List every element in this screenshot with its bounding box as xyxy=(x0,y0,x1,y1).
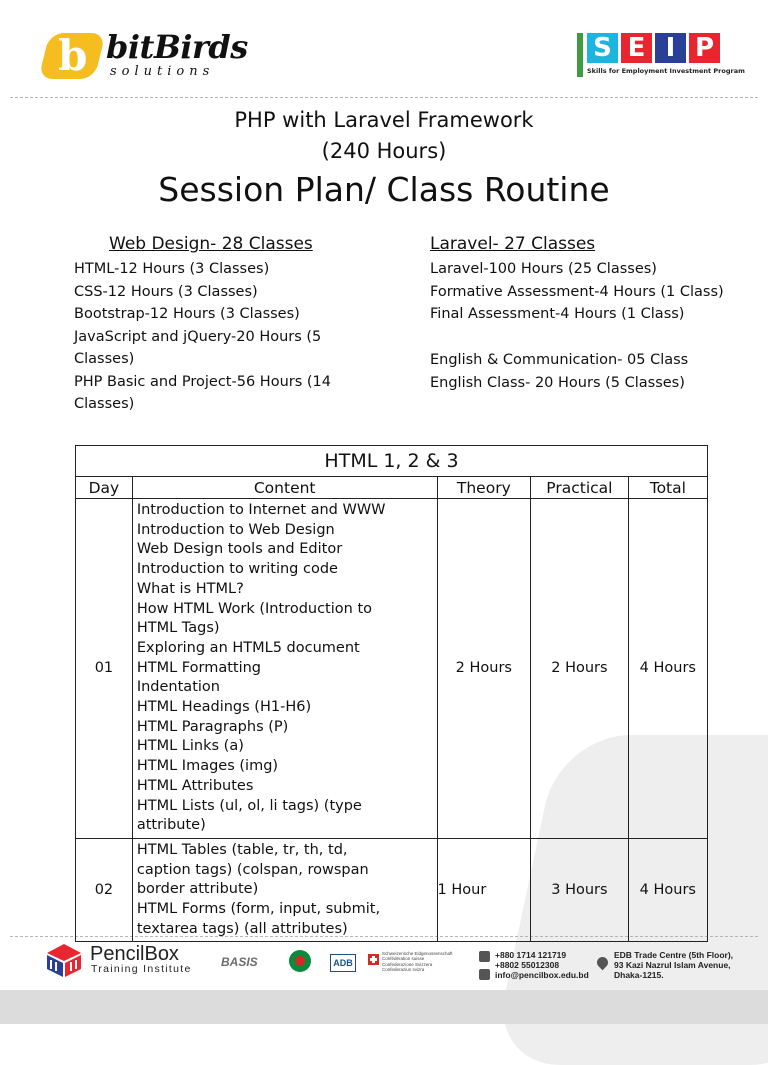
table-caption: HTML 1, 2 & 3 xyxy=(76,446,708,477)
content-line: Exploring an HTML5 document xyxy=(136,639,360,656)
content-line: Introduction to writing code xyxy=(136,561,338,578)
list-item: Laravel-100 Hours (25 Classes) xyxy=(430,261,657,277)
address: EDB Trade Centre (5th Floor), 93 Kazi Nazrul Islam Avenue, Dhaka-1215. xyxy=(614,950,734,980)
column-header-practical: Practical xyxy=(531,477,629,499)
list-item: JavaScript and jQuery-20 Hours (5 xyxy=(74,328,322,345)
content-line: HTML Paragraphs (P) xyxy=(136,718,289,735)
adb-logo: ADB xyxy=(330,954,356,972)
list-item: HTML-12 Hours (3 Classes) xyxy=(74,261,270,277)
bitbirds-logo-sub: solutions xyxy=(110,64,215,79)
practical-cell: 2 Hours xyxy=(531,499,629,839)
top-divider xyxy=(10,97,758,98)
government-seal-icon xyxy=(289,950,311,972)
content-line: HTML Links (a) xyxy=(136,738,244,755)
seip-logo xyxy=(587,33,720,63)
list-item: Final Assessment-4 Hours (1 Class) xyxy=(430,306,685,322)
total-cell: 4 Hours xyxy=(628,499,707,839)
content-line: HTML Lists (ul, ol, li tags) (type xyxy=(136,797,362,814)
pencilbox-logo-icon xyxy=(45,942,83,978)
phone-icon xyxy=(479,951,490,962)
email-icon xyxy=(479,969,490,980)
column-header-total: Total xyxy=(628,477,707,499)
total-cell: 4 Hours xyxy=(628,838,707,942)
pencilbox-name: PencilBox xyxy=(90,943,179,965)
routine-table xyxy=(75,445,708,942)
table-row xyxy=(76,838,708,942)
content-line: Introduction to Web Design xyxy=(136,521,335,538)
seip-letter: E xyxy=(621,33,652,63)
column-header-theory: Theory xyxy=(437,477,531,499)
email-link[interactable]: info@pencilbox.edu.bd xyxy=(495,970,589,980)
laravel-heading: Laravel- 27 Classes xyxy=(430,234,596,254)
footer-bar xyxy=(0,990,768,1024)
seip-letter: S xyxy=(587,33,618,63)
web-design-list xyxy=(74,258,331,416)
laravel-list xyxy=(430,258,724,326)
list-item: Bootstrap-12 Hours (3 Classes) xyxy=(74,306,300,322)
content-line: caption tags) (colspan, rowspan xyxy=(136,861,369,878)
list-item: English Class- 20 Hours (5 Classes) xyxy=(430,375,685,391)
bitbirds-logo-name: bitBirds xyxy=(106,28,248,66)
table-row xyxy=(76,499,708,839)
web-design-heading: Web Design- 28 Classes xyxy=(109,234,313,254)
content-line: HTML Tags) xyxy=(136,620,220,637)
content-line: border attribute) xyxy=(136,881,259,898)
course-title: PHP with Laravel Framework xyxy=(234,108,534,132)
list-item: Classes) xyxy=(74,351,135,367)
day-cell: 02 xyxy=(76,838,133,942)
list-item: CSS-12 Hours (3 Classes) xyxy=(74,283,258,300)
list-item: PHP Basic and Project-56 Hours (14 xyxy=(74,373,331,390)
column-header-day: Day xyxy=(76,477,133,499)
content-cell xyxy=(132,838,437,942)
practical-cell: 3 Hours xyxy=(531,838,629,942)
content-line: HTML Attributes xyxy=(136,777,254,794)
seip-letter: I xyxy=(655,33,686,63)
basis-logo: BASIS xyxy=(221,955,258,969)
day-cell: 01 xyxy=(76,499,133,839)
content-line: Indentation xyxy=(136,679,220,696)
content-cell xyxy=(132,499,437,839)
content-line: attribute) xyxy=(136,817,206,834)
seip-tagline: Skills for Employment Investment Program xyxy=(587,67,745,75)
content-line: What is HTML? xyxy=(136,580,244,597)
pencilbox-sub: Training Institute xyxy=(91,963,192,975)
content-line: HTML Tables (table, tr, th, td, xyxy=(136,841,348,858)
content-line: textarea tags) (all attributes) xyxy=(136,920,348,937)
content-line: Web Design tools and Editor xyxy=(136,541,343,558)
content-line: HTML Images (img) xyxy=(136,758,279,775)
theory-cell: 2 Hours xyxy=(437,499,531,839)
course-hours: (240 Hours) xyxy=(321,139,447,163)
content-line: Introduction to Internet and WWW xyxy=(136,502,386,518)
bitbirds-logo-mark: b xyxy=(38,33,105,79)
page-title: Session Plan/ Class Routine xyxy=(158,170,610,209)
list-item: Classes) xyxy=(74,396,135,412)
column-header-content: Content xyxy=(132,477,437,499)
content-line: HTML Formatting xyxy=(136,659,262,676)
swiss-flag-icon xyxy=(368,954,379,965)
content-line: HTML Forms (form, input, submit, xyxy=(136,901,381,918)
list-item: Formative Assessment-4 Hours (1 Class) xyxy=(430,283,724,300)
seip-logo-bar xyxy=(577,33,583,77)
content-line: How HTML Work (Introduction to xyxy=(136,600,373,617)
english-heading: English & Communication- 05 Class xyxy=(430,352,689,368)
theory-cell: 1 Hour xyxy=(437,838,531,942)
swiss-text: Schweizerische Eidgenossenschaft Confédération suisse Confederazione Svizzera Confederaziun svizra xyxy=(382,951,453,972)
contact-info: +880 1714 121719 +8802 55012308 info@pencilbox.edu.bd xyxy=(495,950,589,980)
seip-letter: P xyxy=(689,33,720,63)
content-line: HTML Headings (H1-H6) xyxy=(136,699,312,716)
